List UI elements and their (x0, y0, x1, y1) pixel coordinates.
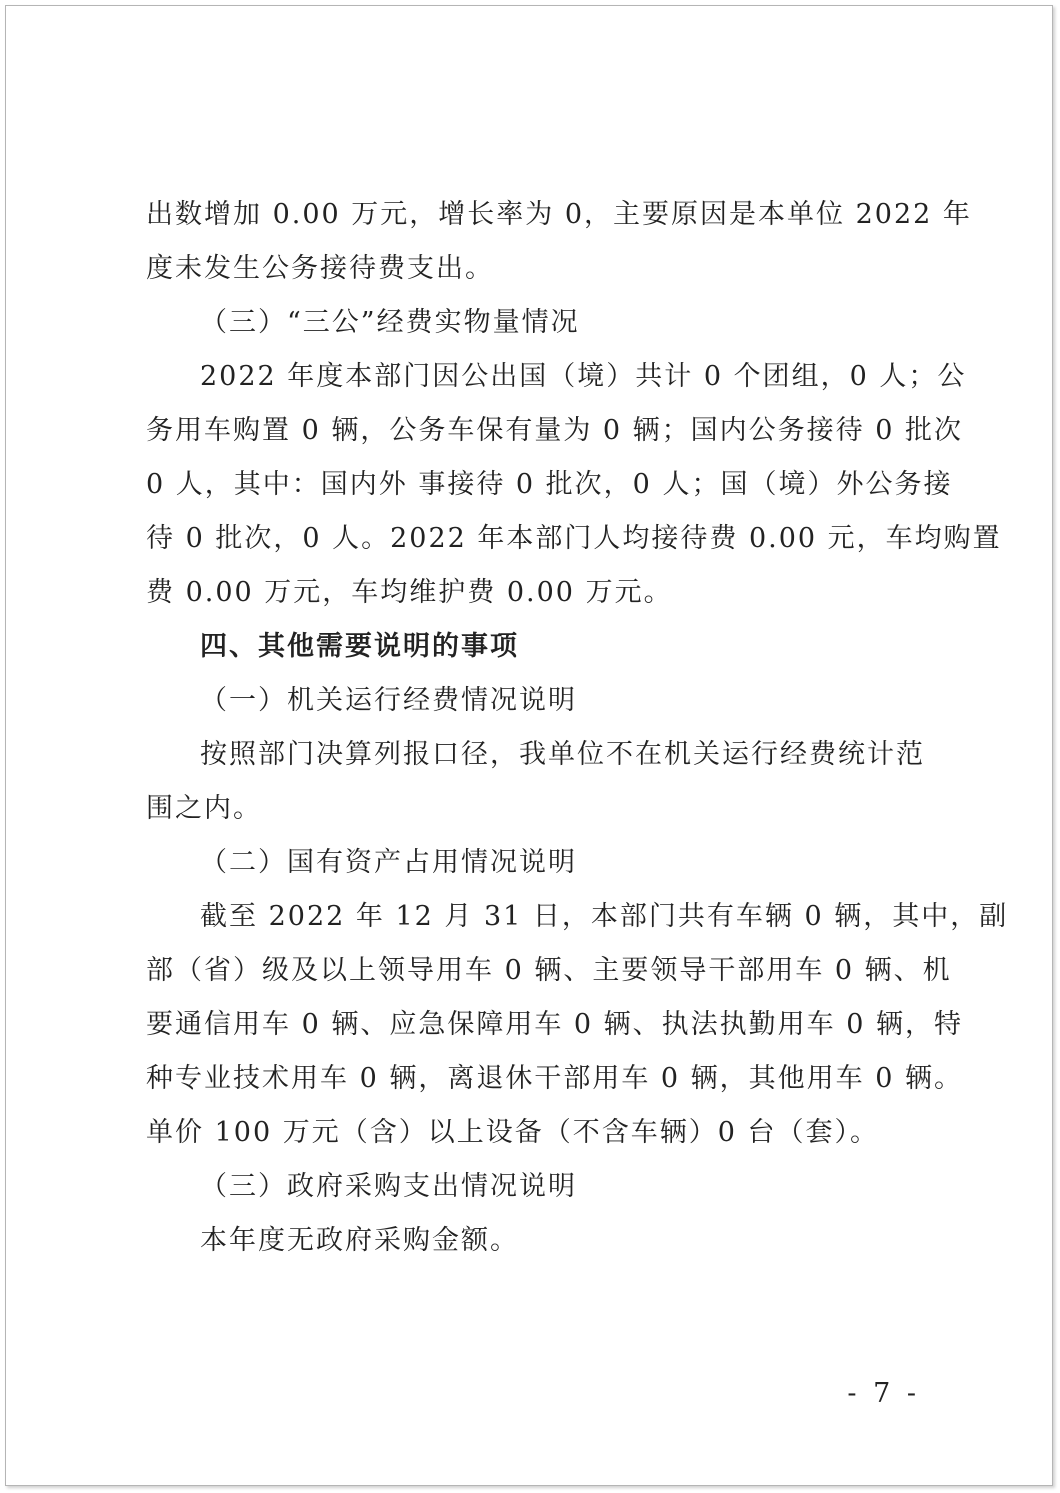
body-line: 要通信用车 0 辆、应急保障用车 0 辆、执法执勤用车 0 辆，特 (146, 1009, 964, 1040)
subheading-state-assets: （二）国有资产占用情况说明 (200, 847, 577, 878)
body-line: 按照部门决算列报口径，我单位不在机关运行经费统计范 (200, 739, 925, 770)
body-line: 待 0 批次，0 人。2022 年本部门人均接待费 0.00 元，车均购置 (146, 523, 1002, 554)
body-line: 本年度无政府采购金额。 (200, 1225, 519, 1256)
document-body (146, 188, 1009, 1268)
body-line: 出数增加 0.00 万元，增长率为 0，主要原因是本单位 2022 年 (146, 199, 972, 230)
body-line: 围之内。 (146, 793, 262, 824)
subheading-operating-expenses: （一）机关运行经费情况说明 (200, 685, 577, 716)
body-line: 单价 100 万元（含）以上设备（不含车辆）0 台（套）。 (146, 1117, 879, 1148)
body-line: 务用车购置 0 辆，公务车保有量为 0 辆；国内公务接待 0 批次 (146, 415, 964, 446)
body-line: 种专业技术用车 0 辆，离退休干部用车 0 辆，其他用车 0 辆。 (146, 1063, 964, 1094)
body-line: 部（省）级及以上领导用车 0 辆、主要领导干部用车 0 辆、机 (146, 955, 952, 986)
page-number: - 7 - (847, 1378, 920, 1409)
body-line: 费 0.00 万元，车均维护费 0.00 万元。 (146, 577, 673, 608)
subheading-government-procurement: （三）政府采购支出情况说明 (200, 1171, 577, 1202)
section-heading-other-matters: 四、其他需要说明的事项 (200, 631, 519, 662)
subheading-three-public-physical: （三）“三公”经费实物量情况 (200, 307, 580, 338)
body-line: 2022 年度本部门因公出国（境）共计 0 个团组，0 人；公 (200, 361, 967, 392)
body-line: 0 人，其中：国内外 事接待 0 批次，0 人；国（境）外公务接 (146, 469, 953, 500)
body-line: 截至 2022 年 12 月 31 日，本部门共有车辆 0 辆，其中，副 (200, 901, 1009, 932)
body-line: 度未发生公务接待费支出。 (146, 253, 494, 284)
